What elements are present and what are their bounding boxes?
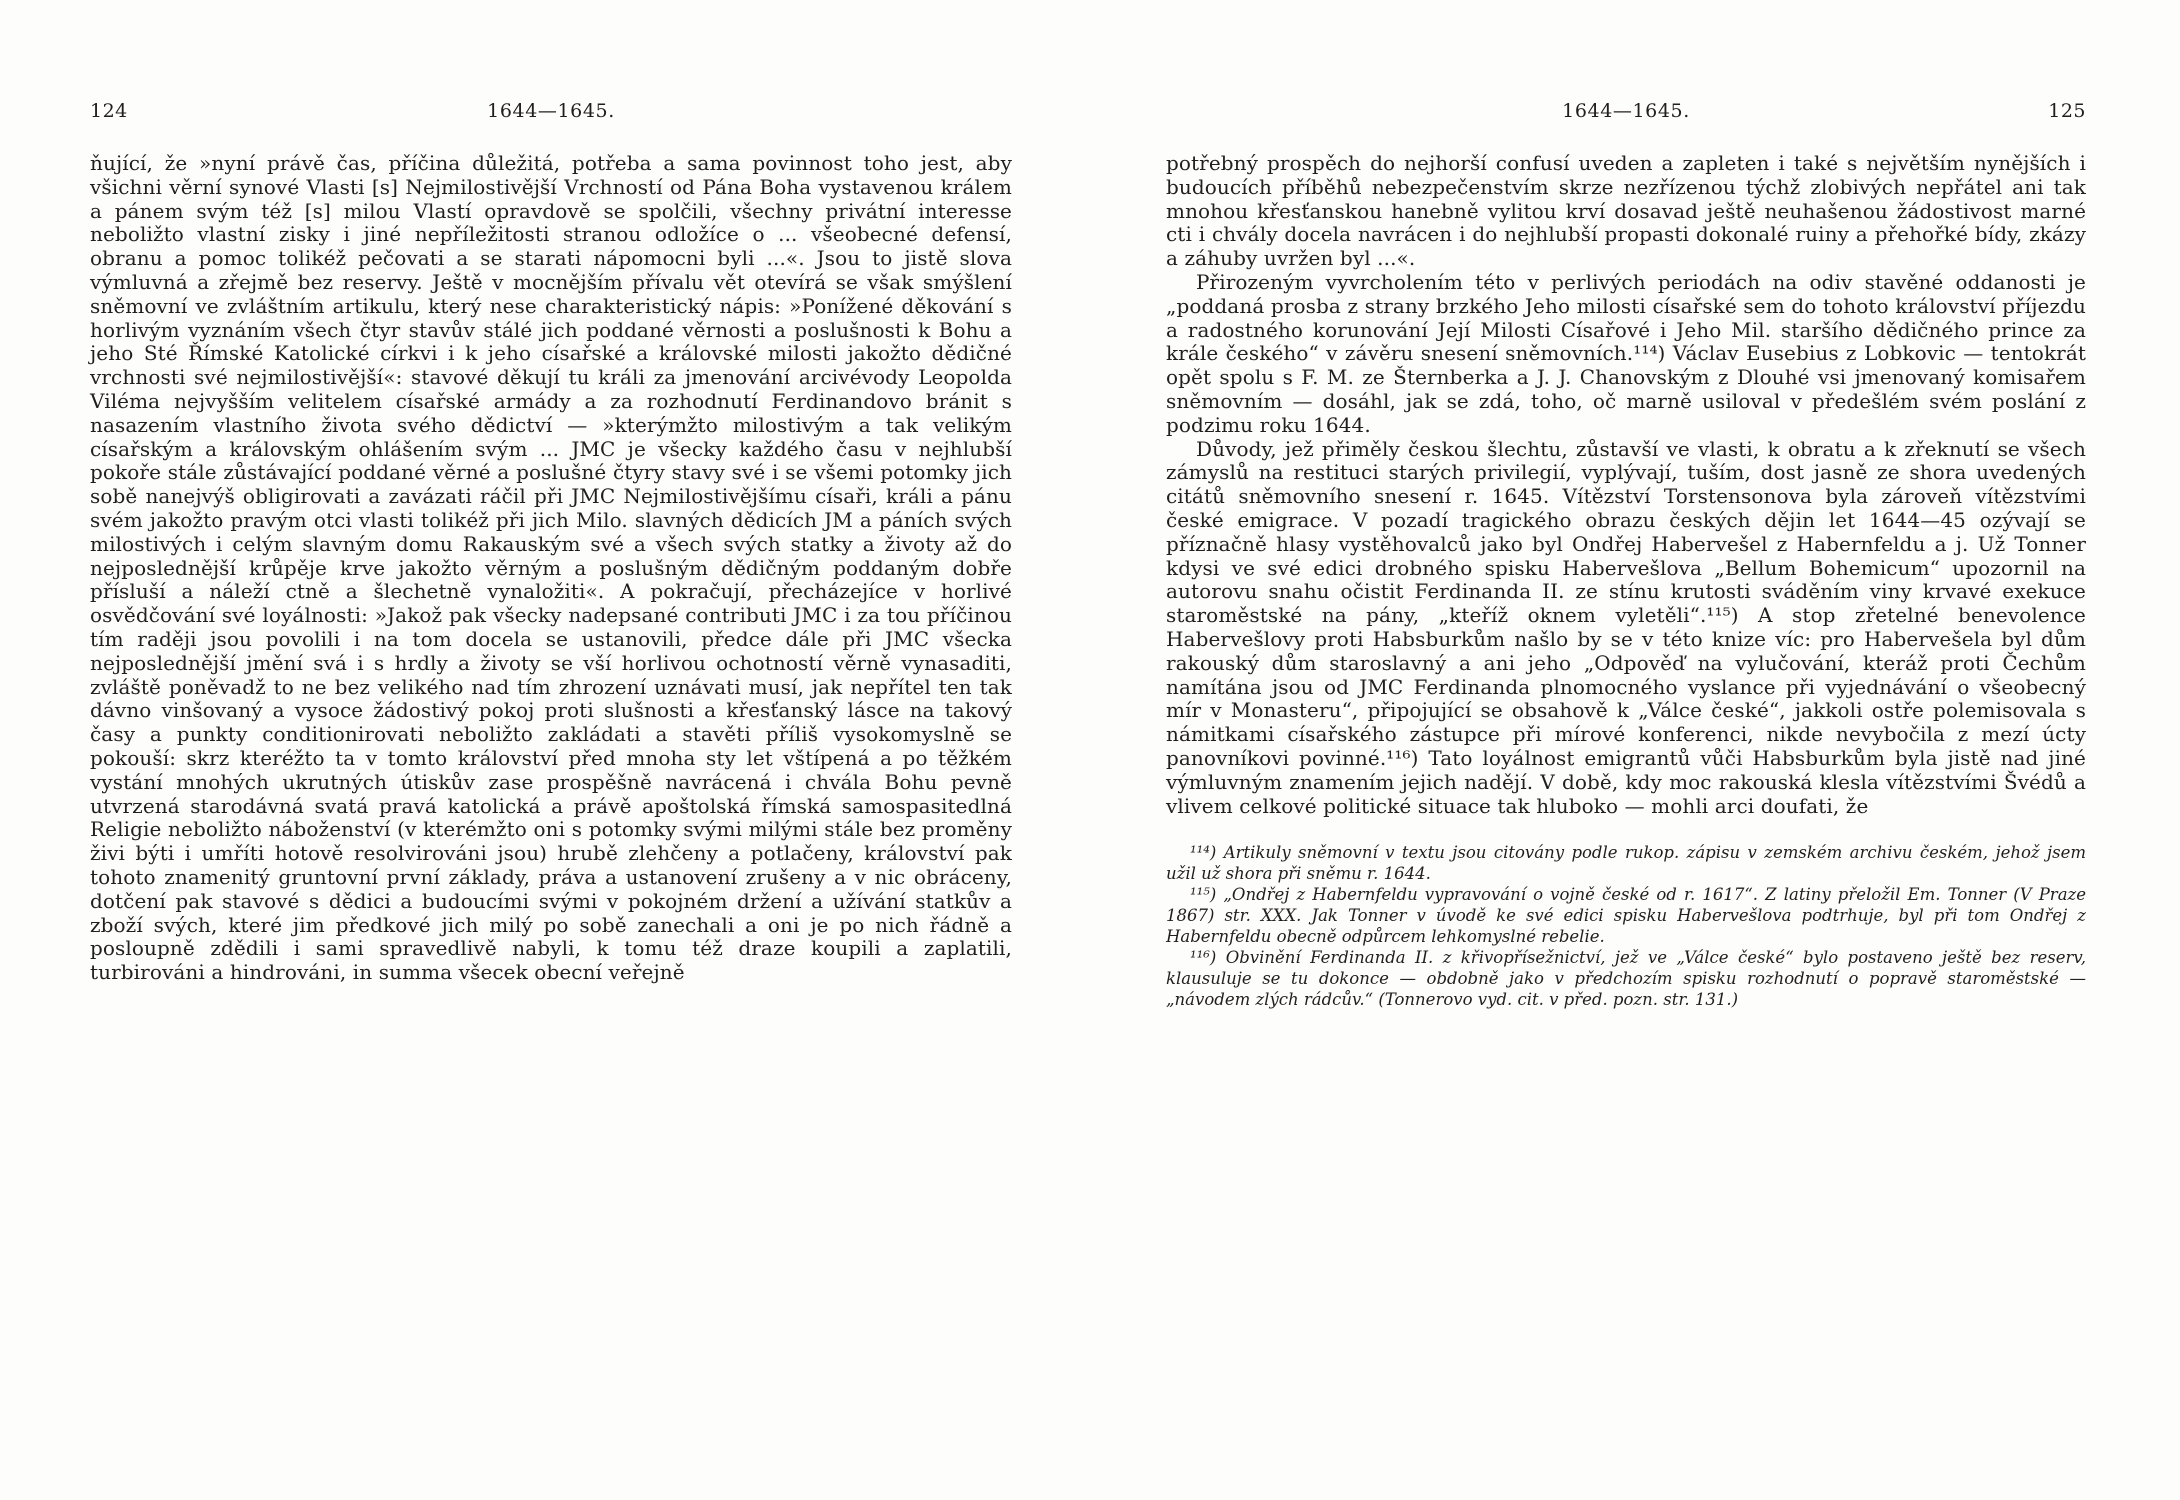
footnote: ¹¹⁶) Obvinění Ferdinanda II. z křivopřísežnictví, jež ve „Válce české“ bylo postaveno ještě bez reserv, klausuluje se tu dokonce — obdobně jako v předchozím spisku rozhodnutí o popravě staroměstské — „návodem zlých rádcův.“ (Tonnerovo vyd. cit. v před. pozn. str. 131.): [1166, 948, 2086, 1010]
page-right: [1090, 0, 2180, 1500]
running-head-right: 1644—1645.: [1562, 100, 1690, 122]
running-head-left: 1644—1645.: [487, 100, 615, 122]
footnote: ¹¹⁴) Artikuly sněmovní v textu jsou citovány podle rukop. zápisu v zemském archivu českém, jehož jsem užil už shora při sněmu r. 1644.: [1166, 843, 2086, 884]
paragraph: Přirozeným vyvrcholením této v perlivých periodách na odiv stavěné oddanosti je „poddaná prosba z strany brzkého Jeho milosti císařské sem do tohoto království příjezdu a radostného korunování Její Milosti Císařové i Jeho Mil. staršího dědičného prince za krále českého“ v závěru snesení sněmovních.¹¹⁴) Václav Eusebius z Lobkovic — tentokrát opět spolu s F. M. ze Šternberka a J. J. Chanovským z Dlouhé vsi jmenovaný komisařem sněmovním — dosáhl, jak se zdá, toho, oč marně usiloval v předešlém svém poslání z podzimu roku 1644.: [1166, 269, 2086, 437]
page-body-left: [90, 152, 1012, 985]
page-number-left: 124: [90, 100, 128, 122]
footnotes: [1166, 842, 2086, 1010]
footnote: ¹¹⁵) „Ondřej z Habernfeldu vypravování o vojně české od r. 1617“. Z latiny přeložil Em. Tonner (V Praze 1867) str. XXX. Jak Tonner v úvodě ke své edici spisku Habervešlova podtrhuje, byl při tom Ondřej z Habernfeldu obecně odpůrcem lehkomyslné rebelie.: [1166, 885, 2086, 947]
paragraph: ňující, že »nyní právě čas, příčina důležitá, potřeba a sama povinnost toho jest, aby všichni věrní synové Vlasti [s] Nejmilostivější Vrchností od Pána Boha vystavenou králem a pánem svým též [s] milou Vlastí opravdově se spolčili, všechny privátní interesse neboližto vlastní zisky i jiné nepříležitosti stranou odložíce o ... všeobecné defensí, obranu a pomoc tolikéž pečovati a se starati nápomocni byli ...«. Jsou to jistě slova výmluvná a zřejmě bez reservy. Ještě v mocnějším přívalu vět otevírá se však smýšlení sněmovní ve zvláštním artikulu, který nese charakteristický nápis: »Ponížené děkování s horlivým vyznáním všech čtyr stavův stálé jich poddané věrnosti a poslušnosti k Bohu a jeho Sté Římské Katolické církvi i k jeho císařské a královské milosti jakožto dědičné vrchnosti své nejmilostivější«: stavové děkují tu králi za jmenování arcivévody Leopolda Viléma nejvyšším velitelem císařské armády a za rozhodnutí Ferdinandovo bránit s nasazením vlastního života svého dědictví — »kterýmžto milostivým a tak velikým císařským a královským ohlášením svým ... JMC je všecky každého času v nejhlubší pokoře stále zůstávající poddané věrné a poslušné čtyry stavy své i se všemi potomky jich sobě nanejvýš obligirovati a zavázati ráčil při JMC Nejmilostivějšímu císaři, králi a pánu svém jakožto pravým otci vlasti tolikéž při jich Milo. slavných dědicích JM a páních svých milostivých i celým slavným domu Rakauským své a všech svých statky a životy až do nejposlednější krůpěje krve jakožto věrným a poslušným dědičným poddaným dobře přísluší a náleží ctně a šlechetně vynaložiti«. A pokračují, přecházejíce v horlivé osvědčování své loyálnosti: »Jakož pak všecky nadepsané contributi JMC i za tou příčinou tím raději jsou povolili i na tom docela se ustanovili, předce dále při JMC všecka nejposlednější jmění svá i s hrdly a životy se vší horlivou ochotností věrně vynasaditi, zvláště poněvadž to ne bez velikého nad tím zhrození uznávati musí, jak nepřítel ten tak dávno vinšovaný a vysoce žádostivý pokoj proti slušnosti a křesťanský lásce na takový časy a punkty conditionirovati neboližto zakládati a stavěti příliš vysokomyslně se pokouší: skrz kteréžto ta v tomto království před mnoha sty let vštípená a po těžkém vystání mnohých ukrutných útiskův zase prospěšně navrácená i chvála Bohu pevně utvrzená starodávná svatá pravá katolická a právě apoštolská římská samospasitedlná Religie neboližto náboženství (v kterémžto oni s potomky svými milými stále bez proměny živi býti i umříti hotově resolvirováni jsou) hrubě zlehčeny a potlačeny, království pak tohoto znamenitý gruntovní první základy, práva a ustanovení zrušeny a v nic obráceny, dotčení pak stavové s dědici a budoucími svými v pokojném držení a užívání statkův a zboží svých, které jim předkové jich milý po sobě zanechali a oni je po nich řádně a posloupně zdědili i sami spravedlivě nabyli, k tomu též draze koupili a zaplatili, turbirováni a hindrováni, in summa všecek obecní veřejně: [90, 151, 1012, 985]
page-number-right: 125: [2048, 100, 2086, 122]
paragraph: potřebný prospěch do nejhorší confusí uveden a zapleten i také s největším nynějších i budoucích příběhů nebezpečenstvím skrze nezřízenou týchž zlobivých nepřátel ani tak mnohou křesťanskou hanebně vylitou krví dosavad ještě neuhašenou žádostivost marné cti i chvály docela navrácen i do nejhlubší propasti dokonalé ruiny a přehořké bídy, zkázy a záhuby uvržen byl ...«.: [1166, 151, 2086, 271]
page-body-right: [1166, 152, 2086, 818]
paragraph: Důvody, jež přiměly českou šlechtu, zůstavší ve vlasti, k obratu a k zřeknutí se všech zámyslů na restituci starých privilegií, vyplývají, tuším, dost jasně ze shora uvedených citátů sněmovního snesení r. 1645. Vítězství Torstensonova byla zároveň vítězstvími české emigrace. V pozadí tragického obrazu českých dějin let 1644—45 ozývají se příznačně hlasy vystěhovalců jako byl Ondřej Habervešel z Habernfeldu a j. Už Tonner kdysi ve své edici drobného spisku Habervešlova „Bellum Bohemicum“ upozornil na autorovu snahu očistit Ferdinanda II. ze stínu krutosti sváděním viny krvavé exekuce staroměstské na pány, „kteříž oknem vyletěli“.¹¹⁵) A stop zřetelné benevolence Habervešlovy proti Habsburkům našlo by se v této knize víc: pro Habervešela byl dům rakouský dům staroslavný a ani jeho „Odpověď na vylučování, kteráž proti Čechům namítána jsou od JMC Ferdinanda plnomocného vyslance při vyjednávání o všeobecný mír v Monasteru“, připojující se obsahově k „Válce české“, jakkoli ostře polemisovala s námitkami císařského zástupce při mírové konferenci, nikde nevybočila z mezí úcty panovníkovi povinné.¹¹⁶) Tato loyálnost emigrantů vůči Habsburkům byla jistě nad jiné výmluvným znamením jejich nadějí. V době, kdy moc rakouská klesla vítězstvími Švédů a vlivem celkové politické situace tak hluboko — mohli arci doufati, že: [1166, 436, 2086, 818]
page-header-right: [1166, 100, 2086, 126]
page-header-left: [90, 100, 1012, 126]
